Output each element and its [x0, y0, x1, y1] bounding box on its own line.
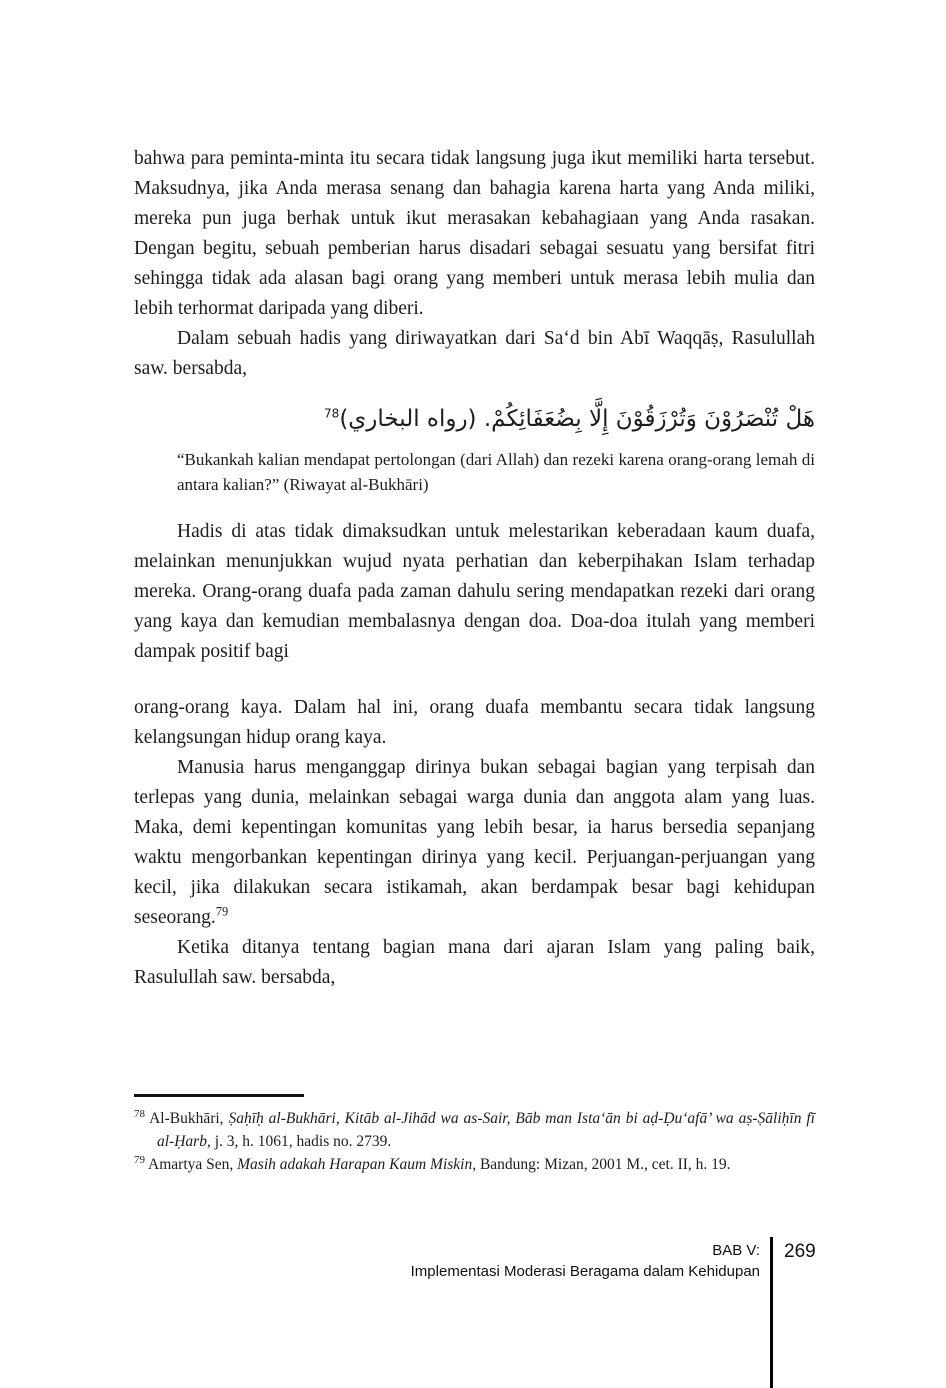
running-footer — [411, 1240, 760, 1282]
footnote-78-details: , j. 3, h. 1061, hadis no. 2739. — [206, 1133, 392, 1150]
footnote-79-marker: 79 — [134, 1153, 145, 1166]
footer-divider-bar — [770, 1237, 773, 1388]
footnote-78-source-title: Ṣaḥīḥ al-Bukhāri, Kitāb al-Jihād wa as-Sair, Bāb man Ista‘ān bi aḍ-Ḍu‘afā’ wa aṣ-Ṣāliḥīn fī al-Ḥarb — [157, 1110, 815, 1150]
paragraph-3-continued: orang-orang kaya. Dalam hal ini, orang duafa membantu secara tidak langsung kelangsungan hidup orang kaya. — [134, 697, 815, 748]
paragraph-4 — [134, 753, 815, 933]
chapter-title: Implementasi Moderasi Beragama dalam Kehidupan — [410, 1263, 760, 1280]
paragraph-4-text: Manusia harus menganggap dirinya bukan sebagai bagian yang terpisah dan terlepas yang dunia, melainkan sebagai warga dunia dan anggota alam yang luas. Maka, demi kepentingan komunitas yang lebih besar, ia harus bersedia sepanjang waktu mengorbankan kepentingan dirinya yang kecil. Perjuangan-perjuangan yang kecil, jika dilakukan secara istikamah, akan berdampak besar bagi kehidupan seseorang. — [134, 757, 815, 928]
footnote-79 — [134, 1153, 815, 1176]
paragraph-2: Dalam sebuah hadis yang diriwayatkan dari Sa‘d bin Abī Waqqāṣ, Rasulullah saw. bersabda, — [134, 328, 815, 379]
footnote-78-marker: 78 — [134, 1107, 145, 1120]
footnote-separator-rule — [134, 1094, 304, 1097]
footnote-79-author: Amartya Sen, — [148, 1156, 238, 1173]
chapter-label: BAB V: — [712, 1242, 760, 1259]
hadith-arabic-line — [134, 398, 815, 440]
paragraph-5: Ketika ditanya tentang bagian mana dari ajaran Islam yang paling baik, Rasulullah saw. bersabda, — [134, 937, 815, 988]
footnote-78-author: Al-Bukhāri, — [149, 1110, 229, 1127]
hadith-translation-quote: “Bukankah kalian mendapat pertolongan (dari Allah) dan rezeki karena orang-orang lemah di antara kalian?” (Riwayat al-Bukhāri) — [177, 450, 815, 494]
footnote-79-details: Bandung: Mizan, 2001 M., cet. II, h. 19. — [476, 1156, 731, 1173]
footnote-79-source-title: Masih adakah Harapan Kaum Miskin, — [237, 1156, 477, 1173]
paragraph-1: bahwa para peminta-minta itu secara tidak langsung juga ikut memiliki harta tersebut. Maksudnya, jika Anda merasa senang dan bahagia karena harta yang Anda miliki, mereka pun juga berhak untuk ikut merasakan kebahagiaan yang Anda rasakan. Dengan begitu, sebuah pemberian harus disadari sebagai sesuatu yang bersifat fitri sehingga tidak ada alasan bagi orang yang memberi untuk merasa lebih mulia dan lebih terhormat daripada yang diberi. — [134, 148, 815, 319]
footnote-ref-79: 79 — [215, 904, 229, 919]
footnotes-section — [134, 1094, 815, 1176]
footnote-78 — [134, 1107, 815, 1153]
hadith-arabic-text: هَلْ تُنْصَرُوْنَ وَتُرْزَقُوْنَ إِلَّا بِضُعَفَائِكُمْ. (رواه البخاري) — [339, 406, 815, 432]
paragraph-3: Hadis di atas tidak dimaksudkan untuk melestarikan keberadaan kaum duafa, melainkan menunjukkan wujud nyata perhatian dan keberpihakan Islam terhadap mereka. Orang-orang duafa pada zaman dahulu sering mendapatkan rezeki dari orang yang kaya dan kemudian membalasnya dengan doa. Doa-doa itulah yang memberi dampak positif bagi — [134, 521, 815, 662]
page-body — [134, 144, 815, 993]
page-number: 269 — [784, 1241, 816, 1262]
footnote-ref-78: 78 — [324, 406, 340, 421]
